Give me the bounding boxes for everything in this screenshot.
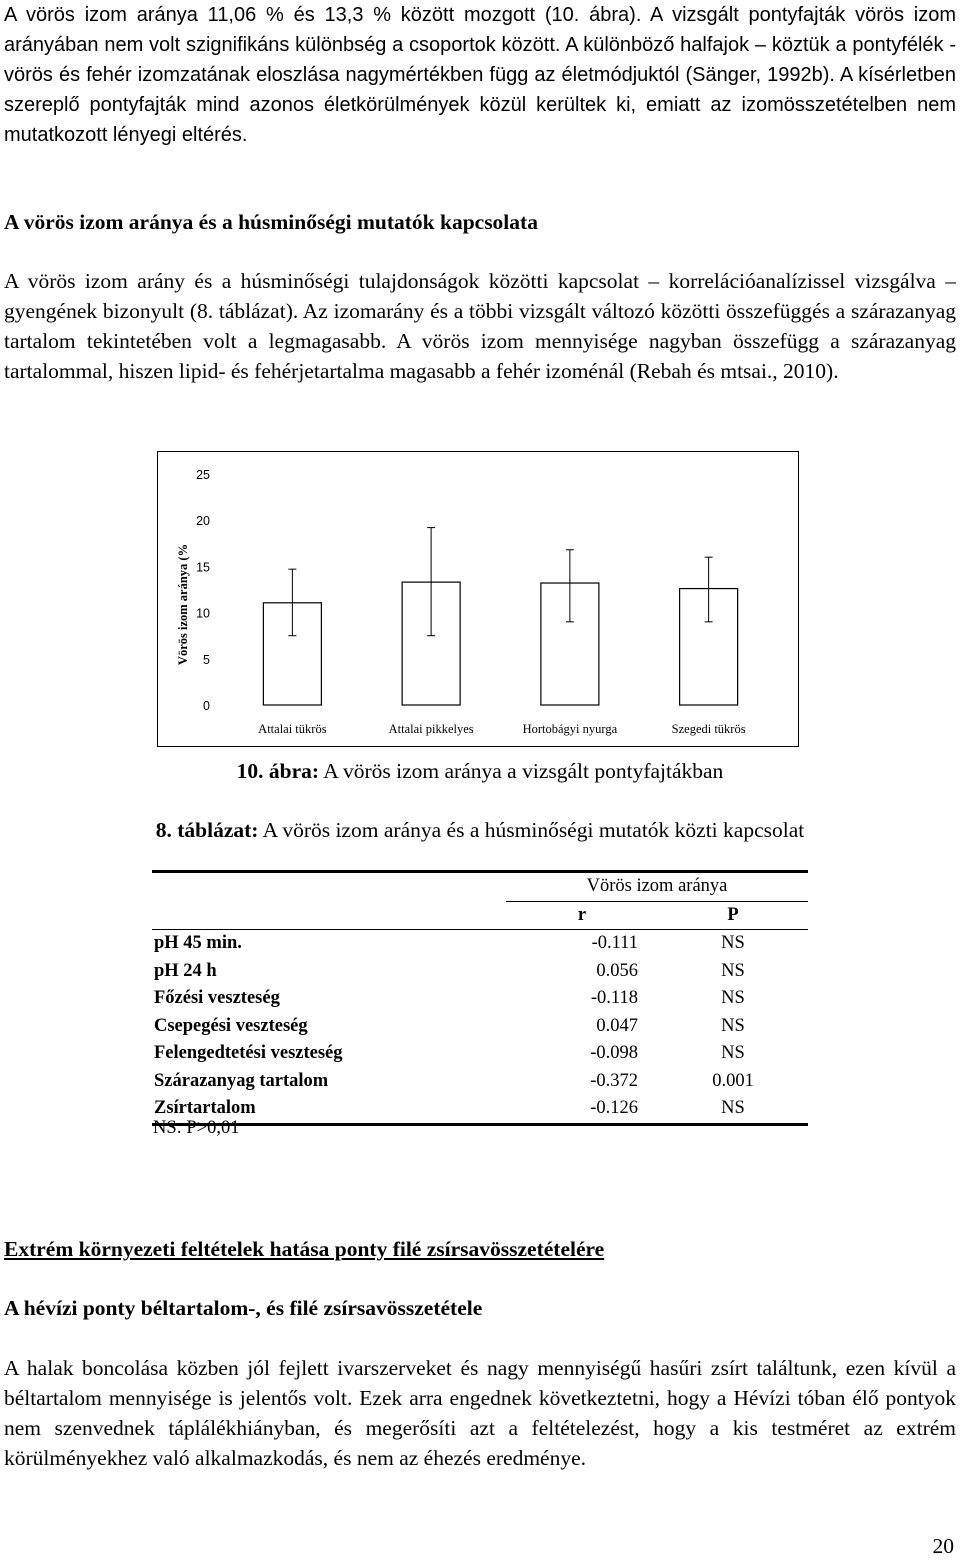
table-row-p: NS: [721, 960, 745, 981]
section-heading-red-muscle-quality: A vörös izom aránya és a húsminőségi mutatók kapcsolata: [4, 210, 538, 234]
table-caption-label: 8. táblázat:: [155, 818, 259, 842]
page-number: 20: [932, 1534, 954, 1558]
table-caption-text: A vörös izom aránya és a húsminőségi mutatók közti kapcsolat: [258, 818, 805, 842]
y-tick-label: 10: [196, 606, 210, 621]
table-col-p: P: [658, 901, 808, 930]
table-row: [152, 1095, 808, 1124]
table-row: [152, 985, 808, 1013]
figure-caption-label: 10. ábra:: [236, 759, 320, 783]
table-row-r: -0.126: [506, 1095, 658, 1124]
table-row-label: pH 24 h: [154, 960, 217, 981]
table-row-r: -0.098: [590, 1043, 638, 1063]
y-tick-label: 20: [196, 514, 210, 529]
table-row-r: 0.056: [596, 960, 638, 981]
table-row-label: Főzési veszteség: [154, 988, 280, 1008]
table-row-label: pH 45 min.: [154, 933, 242, 953]
chart-canvas: [158, 452, 798, 746]
table-group-header: Vörös izom aránya: [506, 872, 808, 902]
bar-chart: [157, 451, 799, 747]
x-category-label: Szegedi tükrös: [671, 722, 746, 736]
table-row-p: NS: [721, 1015, 745, 1036]
table-col-r: r: [506, 901, 658, 930]
correlation-table: [152, 870, 808, 1126]
table-row-p: NS: [721, 933, 745, 953]
table-caption: [0, 816, 960, 844]
table-row-r: -0.111: [591, 933, 638, 953]
table-row: [152, 930, 808, 958]
table-row-label: Zsírtartalom: [152, 1095, 506, 1124]
x-category-label: Hortobágyi nyurga: [522, 722, 618, 736]
table-row-r: -0.372: [590, 1070, 638, 1091]
table-row: [152, 1013, 808, 1041]
table-row-label: Szárazanyag tartalom: [154, 1070, 329, 1091]
x-category-label: Attalai pikkelyes: [388, 722, 474, 736]
table-row-p: NS: [658, 1095, 808, 1124]
table-row-label: Felengedtetési veszteség: [154, 1043, 343, 1063]
section3-paragraph: A halak boncolása közben jól fejlett ivarszerveket és nagy mennyiségű hasűri zsírt találtunk, ezen kívül a béltartalom mennyisége is jelentős volt. Ezek arra engednek következtetni, hogy a Hévízi tóban élő pontyok nem szenvednek táplálékhiányban, és megerősíti azt a feltételezést, hogy a kis testméret az extrém körülményekhez való alkalmazkodás, és nem az éhezés eredménye.: [4, 1356, 956, 1470]
table-group-header-row: [152, 872, 808, 902]
section1-paragraph: A vörös izom arány és a húsminőségi tulajdonságok közötti kapcsolat – korrelációanalízissel vizsgálva – gyengének bizonyult (8. táblázat). Az izomarány és a többi vizsgált változó közötti összefüggés a szárazanyag tartalom tekintetében volt a legmagasabb. A vörös izom mennyisége nagyban összefügg a szárazanyag tartalommal, hiszen lipid- és fehérjetartalma magasabb a fehér izoménál (Rebah és mtsai., 2010).: [4, 269, 956, 383]
table-column-header-row: [152, 901, 808, 930]
section-heading-heviz-carp: A hévízi ponty béltartalom-, és filé zsírsavösszetétele: [4, 1296, 483, 1320]
y-tick-label: 0: [203, 699, 210, 713]
intro-paragraph: A vörös izom aránya 11,06 % és 13,3 % között mozgott (10. ábra). A vizsgált pontyfajták vörös izom arányában nem volt szignifikáns különbség a csoportok között. A különböző halfajok – köztük a pontyfélék - vörös és fehér izomzatának eloszlása nagymértékben függ az életmódjuktól (Sänger, 1992b). A kísérletben szereplő pontyfajták mind azonos életkörülmények közül kerültek ki, emiatt az izomösszetételben nem mutatkozott lényegi eltérés.: [4, 4, 956, 146]
table-row-p: 0.001: [712, 1070, 754, 1091]
table-row: [152, 1068, 808, 1096]
section-heading-extreme-conditions: Extrém környezeti feltételek hatása ponty filé zsírsavösszetételére: [4, 1237, 605, 1261]
table-row-r: -0.118: [590, 988, 638, 1008]
figure-caption: [0, 757, 960, 785]
table-note: NS: P>0,01: [153, 1118, 240, 1138]
y-axis-label: Vörös izom aránya (%: [176, 543, 190, 666]
table-row-p: NS: [721, 988, 745, 1008]
table-row: [152, 1040, 808, 1068]
y-tick-label: 15: [196, 560, 210, 575]
table-row: [152, 958, 808, 986]
y-tick-label: 5: [203, 652, 210, 667]
x-category-label: Attalai tükrös: [258, 722, 327, 736]
table-row-p: NS: [721, 1043, 745, 1063]
y-tick-label: 25: [196, 468, 210, 482]
table-row-r: 0.047: [596, 1015, 638, 1036]
table-row-label: Csepegési veszteség: [154, 1015, 308, 1036]
figure-caption-text: A vörös izom aránya a vizsgált pontyfajtákban: [319, 759, 724, 783]
